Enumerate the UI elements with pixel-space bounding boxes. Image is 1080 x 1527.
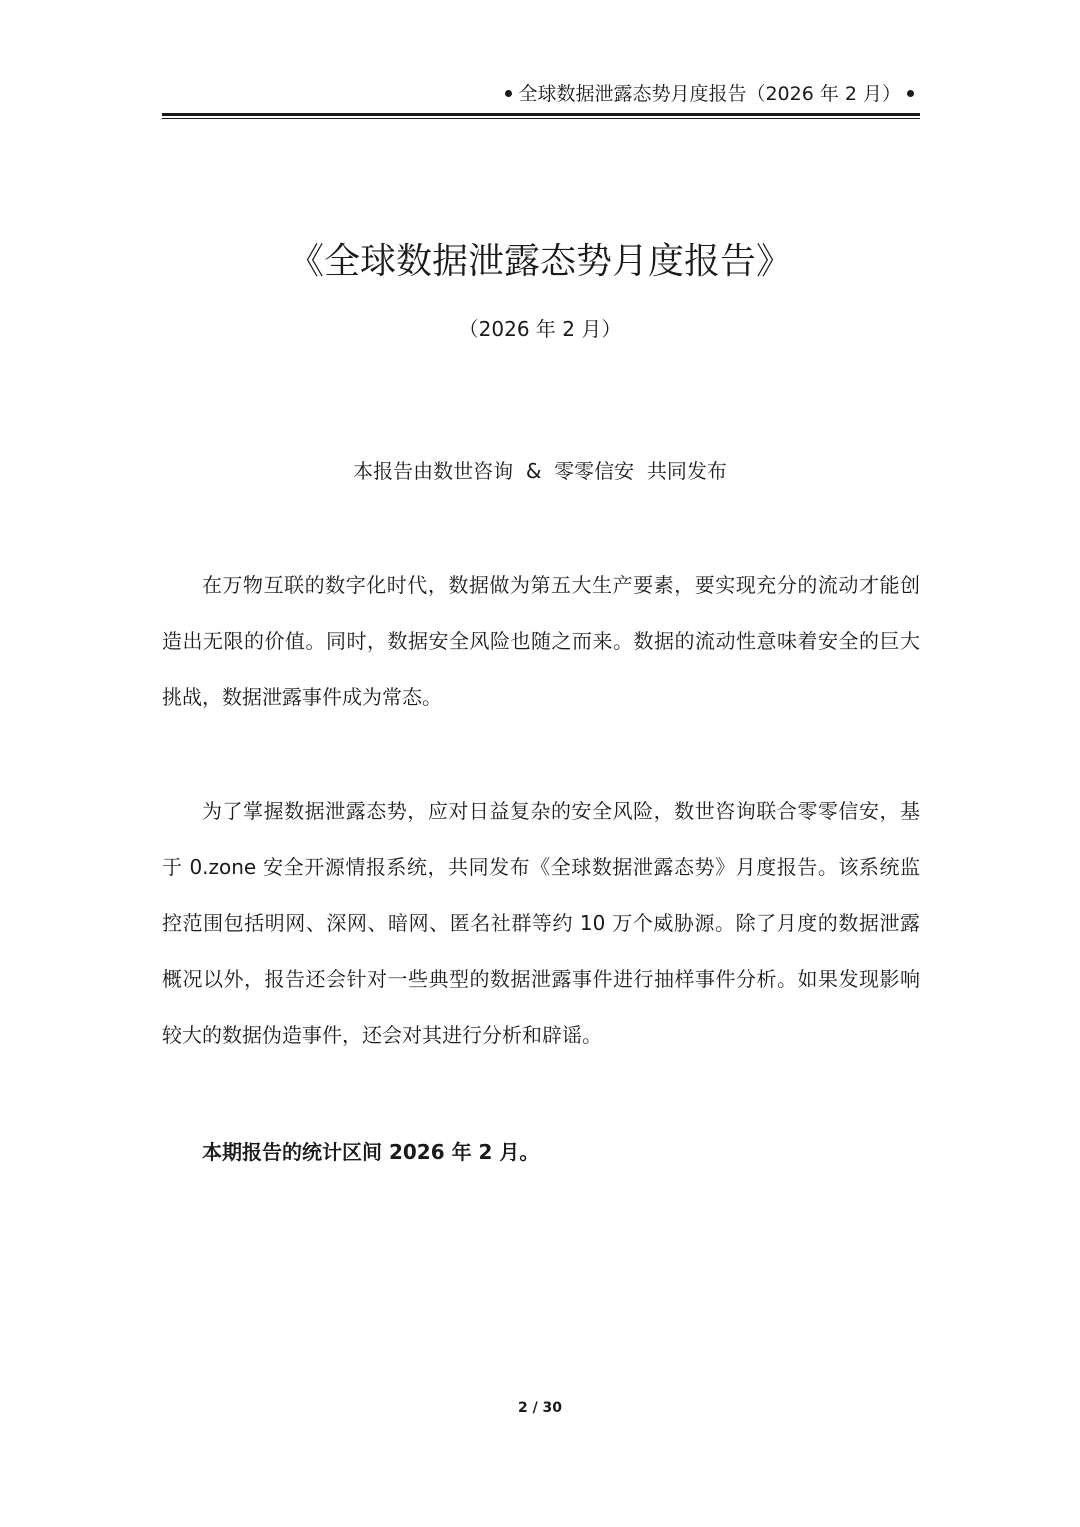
- document-title: 《全球数据泄露态势月度报告》: [287, 241, 792, 282]
- scope-paragraph: 为了掌握数据泄露态势，应对日益复杂的安全风险，数世咨询联合零零信安，基于 0.zone 安全开源情报系统，共同发布《全球数据泄露态势》月度报告。该系统监控范围包括明网、深网、暗网、匿名社群等约 10 万个威胁源。除了月度的数据泄露概况以外，报告还会针对一些典型的数据泄露事件进行抽样事件分析。如果发现影响较大的数据伪造事件，还会对其进行分析和辟谣。: [162, 799, 920, 1047]
- running-header: [162, 80, 920, 108]
- running-header-title: 全球数据泄露态势月度报告（2026 年 2 月）: [518, 83, 901, 105]
- document-date: （2026 年 2 月）: [458, 317, 622, 341]
- header-bullet-left-icon: [505, 90, 512, 97]
- period-note: 本期报告的统计区间 2026 年 2 月。: [202, 1140, 540, 1164]
- header-bullet-right-icon: [907, 90, 914, 97]
- page-number: 2 / 30: [517, 1400, 563, 1416]
- publisher-line: 本报告由数世咨询 & 零零信安 共同发布: [353, 459, 727, 483]
- header-divider: [162, 113, 920, 120]
- intro-paragraph: 在万物互联的数字化时代，数据做为第五大生产要素，要实现充分的流动才能创造出无限的价值。同时，数据安全风险也随之而来。数据的流动性意味着安全的巨大挑战，数据泄露事件成为常态。: [162, 573, 920, 709]
